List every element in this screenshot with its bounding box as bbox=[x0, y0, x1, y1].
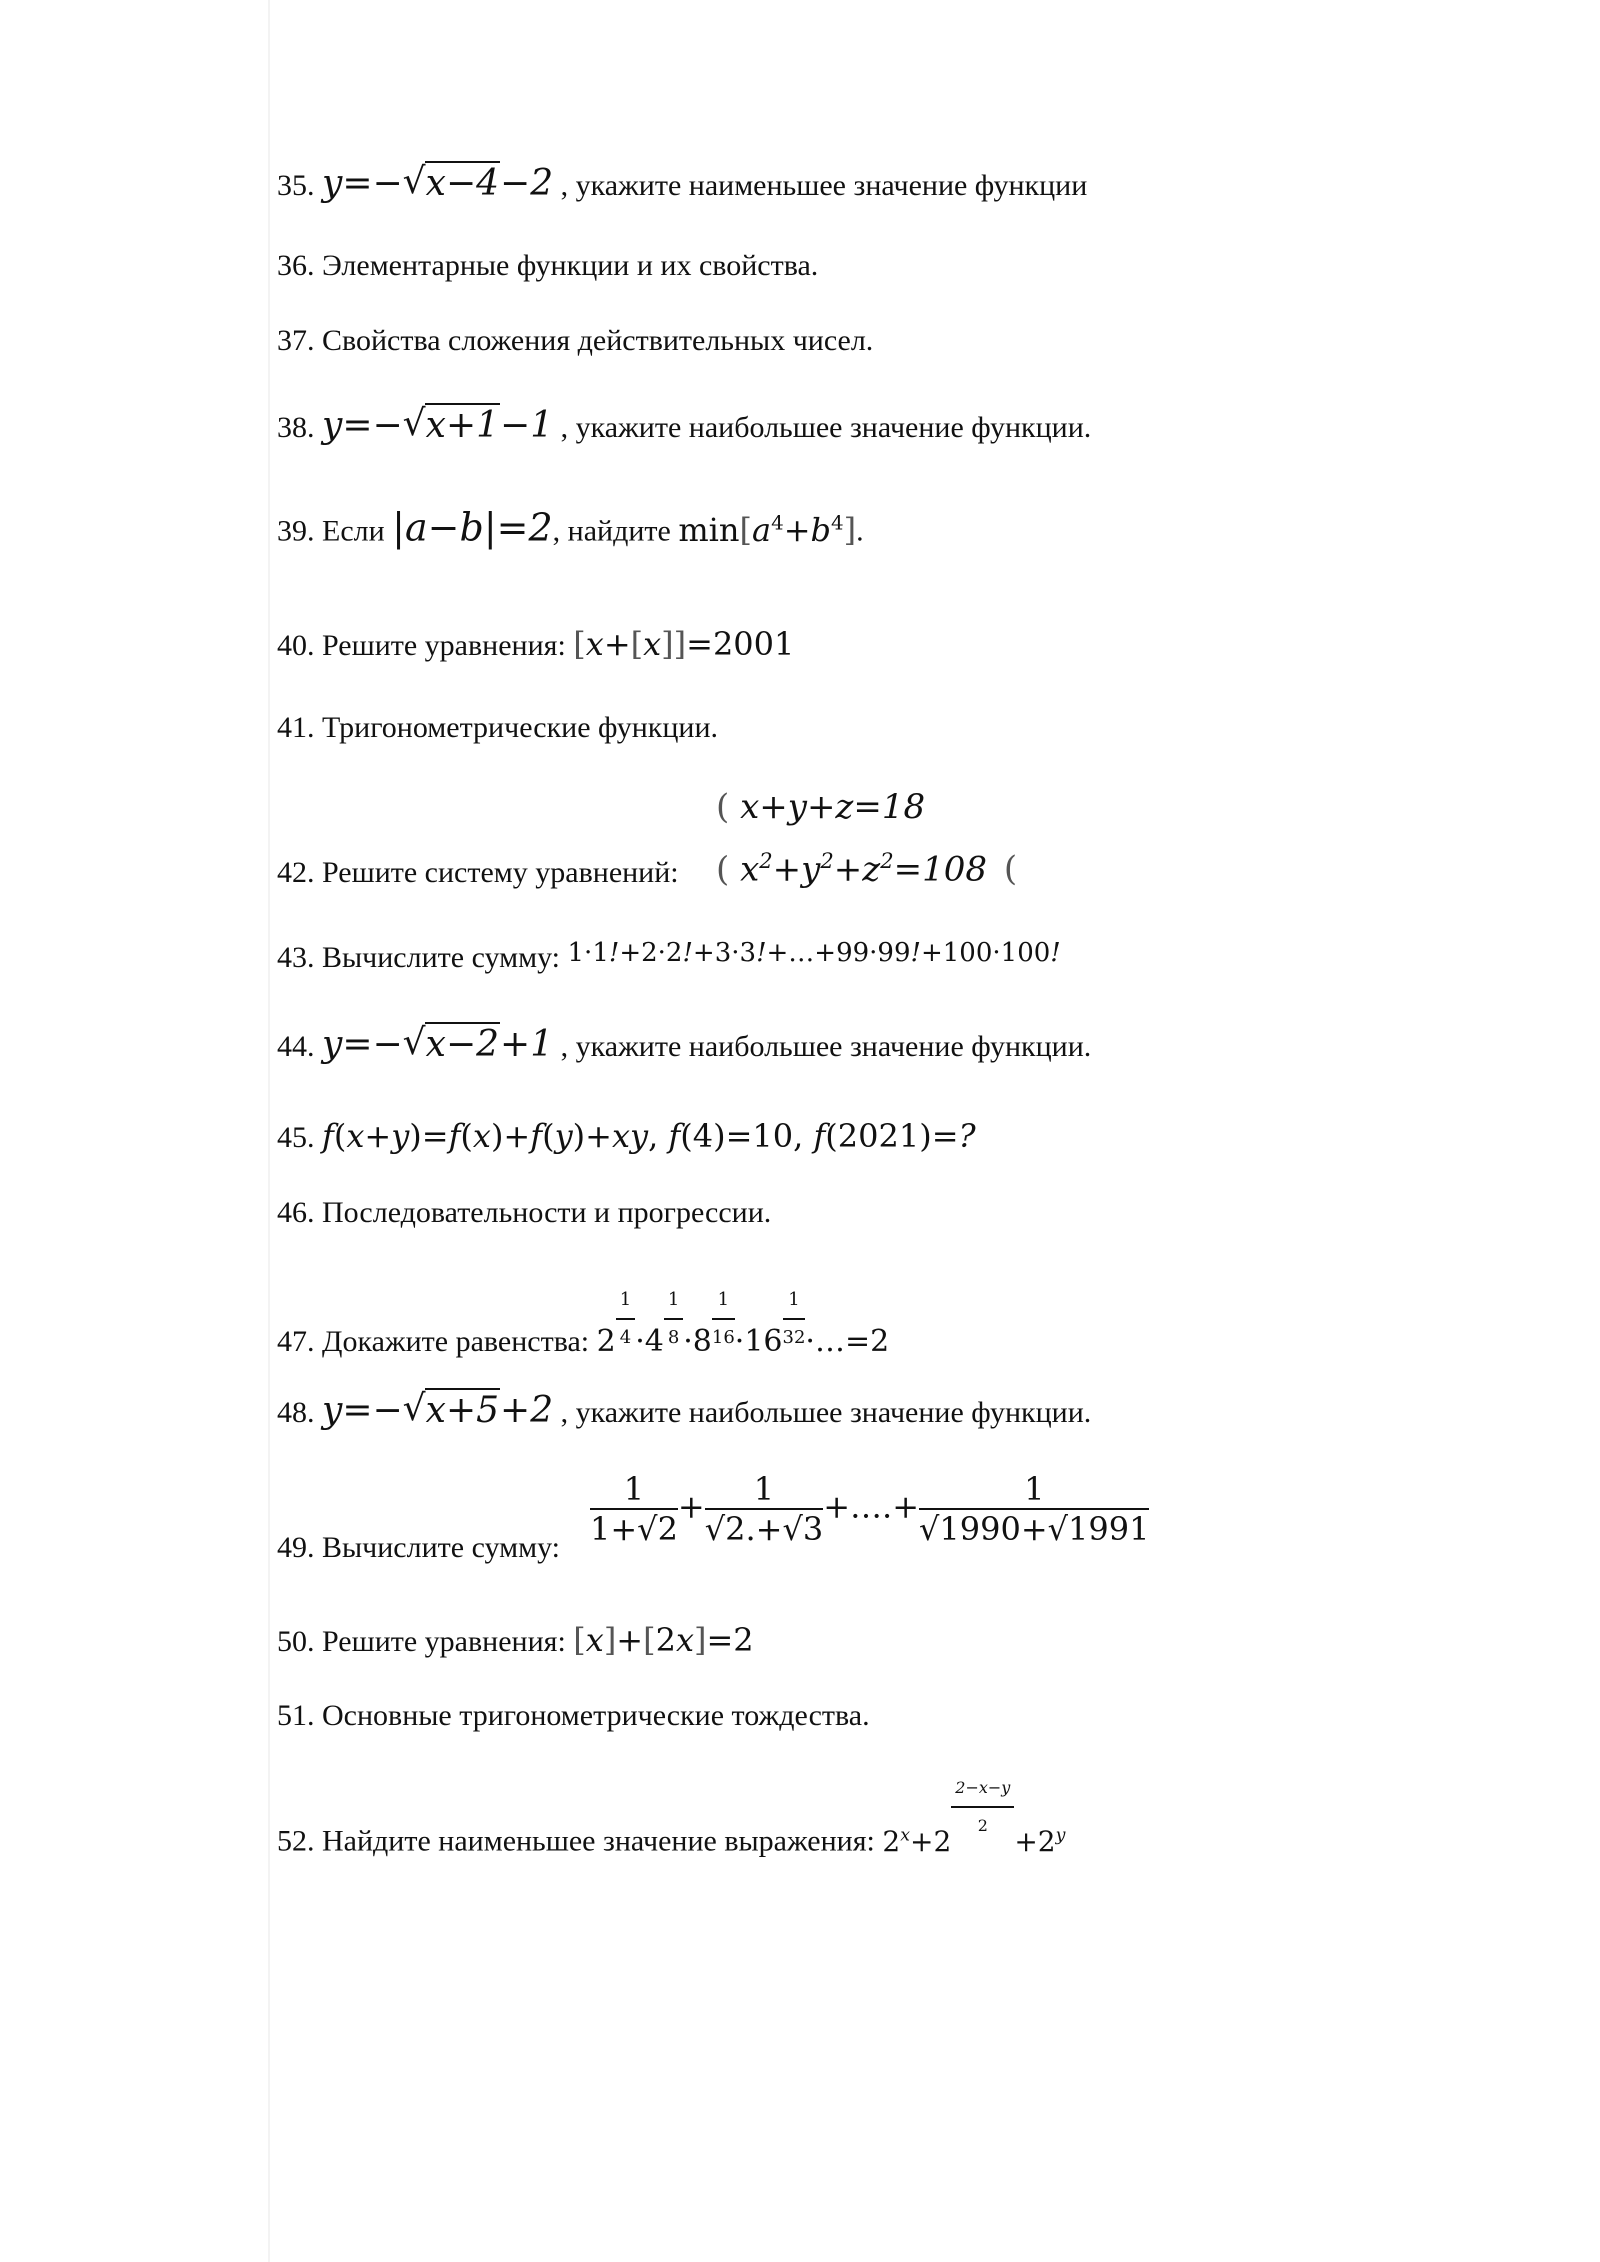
problem-text: , найдите bbox=[552, 514, 671, 548]
fraction-3: $\frac{1}{√1990+√1991}$ bbox=[919, 1470, 1150, 1548]
problem-number: 49. bbox=[277, 1531, 315, 1564]
problem-41 bbox=[277, 710, 718, 746]
system-of-equations bbox=[716, 780, 1017, 896]
problem-number: 46. bbox=[277, 1196, 315, 1229]
problem-text: Решите уравнения: bbox=[322, 1625, 566, 1658]
problem-44 bbox=[277, 1024, 1092, 1065]
problem-number: 42. bbox=[277, 856, 315, 889]
problem-text: Решите систему уравнений: bbox=[322, 856, 679, 889]
problem-suffix: . bbox=[856, 514, 864, 548]
problem-36 bbox=[277, 248, 818, 284]
problem-text: Последовательности и прогрессии. bbox=[322, 1196, 772, 1229]
problem-text: Вычислите сумму: bbox=[322, 941, 561, 974]
problem-formula: $2^x+2$ $\frac{2-x-y}{2}$ $+2^y$ bbox=[882, 1825, 1065, 1858]
equation-1: ( x+y+z=18 bbox=[716, 787, 926, 827]
equation-2: ( $x^2+y^2+z^2=108$ ( bbox=[716, 848, 1018, 890]
problem-number: 41. bbox=[277, 711, 315, 744]
problem-50 bbox=[277, 1622, 754, 1660]
problem-40 bbox=[277, 626, 794, 664]
problem-formula: 1·1!+2·2!+3·3!+…+99·99!+100·100! bbox=[567, 938, 1061, 968]
problem-46 bbox=[277, 1195, 771, 1231]
problem-number: 36. bbox=[277, 249, 315, 282]
problem-45 bbox=[277, 1118, 976, 1156]
problem-text: Элементарные функции и их свойства. bbox=[322, 249, 819, 282]
problem-38 bbox=[277, 405, 1092, 446]
problem-number: 47. bbox=[277, 1325, 315, 1358]
problem-number: 40. bbox=[277, 629, 315, 662]
problem-42 bbox=[277, 855, 679, 891]
problem-number: 38. bbox=[277, 411, 315, 444]
problem-formula: |a−b|=2 bbox=[392, 505, 553, 550]
problem-text: Найдите наименьшее значение выражения: bbox=[322, 1824, 875, 1858]
problem-43 bbox=[277, 940, 1061, 977]
problem-number: 51. bbox=[277, 1699, 315, 1732]
problem-text: , укажите наибольшее значение функции. bbox=[560, 411, 1092, 444]
problem-text: Свойства сложения действительных чисел. bbox=[322, 324, 874, 357]
problem-formula-2: $\min[a^4+b^4]$ bbox=[678, 510, 857, 549]
problem-text: Вычислите сумму: bbox=[322, 1531, 561, 1564]
problem-number: 43. bbox=[277, 941, 315, 974]
fraction-1: $\frac{1}{1+√2}$ bbox=[590, 1470, 678, 1548]
problem-formula: [x+[x]]=2001 bbox=[573, 625, 795, 663]
fraction-2: $\frac{1}{√2.+√3}$ bbox=[704, 1470, 824, 1548]
problem-text: , укажите наибольшее значение функции. bbox=[560, 1396, 1092, 1429]
problem-text: , укажите наименьшее значение функции bbox=[560, 169, 1088, 202]
problem-39 bbox=[277, 505, 864, 550]
problem-number: 37. bbox=[277, 324, 315, 357]
problem-formula: y=−√ x−2+1 bbox=[322, 1024, 553, 1065]
problem-number: 39. bbox=[277, 514, 315, 548]
problem-formula: [x]+[2x]=2 bbox=[573, 1621, 754, 1659]
sum-formula: $\frac{1}{1+√2}$ + $\frac{1}{√2.+√3}$ +….+ $\frac{1}{√1990+√1991}$ bbox=[590, 1470, 1150, 1548]
problem-35 bbox=[277, 163, 1088, 204]
problem-text: , укажите наибольшее значение функции. bbox=[560, 1030, 1092, 1063]
problem-formula: y=−√ x+1−1 bbox=[322, 405, 553, 446]
problem-number: 52. bbox=[277, 1824, 315, 1858]
problem-number: 44. bbox=[277, 1030, 315, 1063]
problem-prefix: Если bbox=[322, 514, 385, 548]
problem-number: 50. bbox=[277, 1625, 315, 1658]
problem-formula: 2 $\frac{1}{4}$ ·4 $\frac{1}{8}$ ·8 $\frac{1}{16}$ ·16 $\frac{1}{32}$ ·…=2 bbox=[597, 1324, 890, 1359]
problem-51 bbox=[277, 1698, 870, 1734]
problem-number: 35. bbox=[277, 169, 315, 202]
problem-number: 48. bbox=[277, 1396, 315, 1429]
problem-48 bbox=[277, 1390, 1092, 1431]
problem-52 bbox=[277, 1778, 1066, 1880]
problem-text: Докажите равенства: bbox=[322, 1325, 590, 1358]
problem-text: Основные тригонометрические тождества. bbox=[322, 1699, 870, 1732]
problem-formula: f(x+y)=f(x)+f(y)+xy, f(4)=10, f(2021)=? bbox=[322, 1117, 976, 1155]
problem-37 bbox=[277, 323, 873, 359]
problem-formula: y=−√ x+5+2 bbox=[322, 1390, 553, 1431]
problem-number: 45. bbox=[277, 1121, 315, 1154]
problem-formula: y=−√ x−4−2 bbox=[322, 163, 553, 204]
problem-text: Решите уравнения: bbox=[322, 629, 566, 662]
page-edge-shadow bbox=[268, 0, 270, 2262]
problem-47 bbox=[277, 1289, 890, 1380]
problem-text: Тригонометрические функции. bbox=[322, 711, 719, 744]
problem-49 bbox=[277, 1530, 560, 1566]
